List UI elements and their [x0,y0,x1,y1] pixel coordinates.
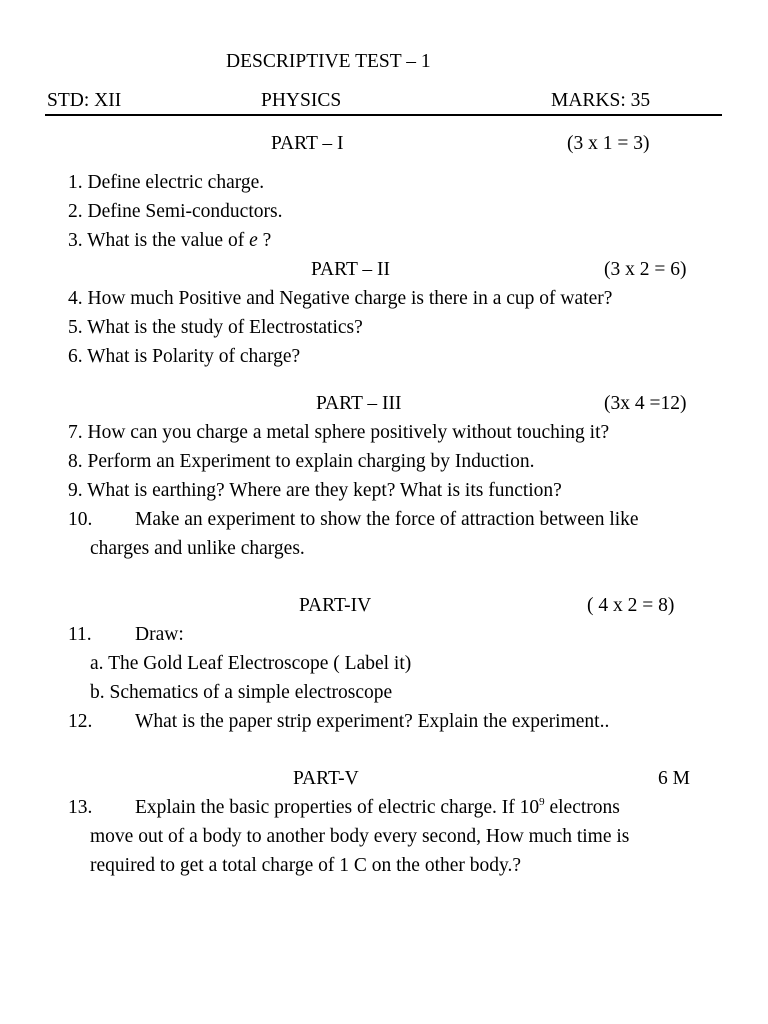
part-2-marks: (3 x 2 = 6) [604,259,687,280]
question-text: Define electric charge. [87,172,265,193]
part-5-marks: 6 M [658,768,690,789]
question-3 [68,226,271,255]
question-text: What is Polarity of charge? [87,346,301,367]
question-10-continuation: charges and unlike charges. [90,538,305,559]
question-6 [68,342,300,371]
question-13-continuation-2: required to get a total charge of 1 C on the other body.? [90,855,522,876]
part-1-heading [0,129,768,158]
part-5-heading [0,764,768,793]
question-text: What is earthing? Where are they kept? What is its function? [87,480,562,501]
question-number: 4. [68,288,83,309]
question-number: 13. [68,797,93,818]
question-number: 2. [68,201,83,222]
question-text: What is the value of [87,230,245,251]
question-11-sub-b [90,678,392,707]
question-number: 8. [68,451,83,472]
question-number: 7. [68,422,83,443]
question-text: How can you charge a metal sphere positively without touching it? [87,422,610,443]
header-divider [45,114,722,116]
question-number: 1. [68,172,83,193]
test-title: DESCRIPTIVE TEST – 1 [226,51,431,72]
question-text: Draw: [135,624,184,645]
question-2 [68,197,282,226]
part-4-marks: ( 4 x 2 = 8) [587,595,675,616]
part-1-name: PART – I [271,133,344,154]
question-13 [68,793,620,822]
question-8 [68,447,534,476]
part-4-name: PART-IV [299,595,372,616]
total-marks-label: MARKS: 35 [551,90,651,111]
question-11 [68,620,184,649]
subject-label: PHYSICS [261,90,342,111]
question-12 [68,707,609,736]
question-text: How much Positive and Negative charge is there in a cup of water? [87,288,613,309]
question-text: Perform an Experiment to explain charging by Induction. [87,451,535,472]
question-number: 11. [68,624,92,645]
question-mark: ? [262,230,272,251]
question-13-continuation-1: move out of a body to another body every second, How much time is [90,826,630,847]
question-text-tail: electrons [544,797,620,818]
charge-variable: e [249,230,258,251]
question-11-sub-a [90,649,411,678]
part-3-heading [0,389,768,418]
question-text: Make an experiment to show the force of attraction between like [135,509,639,530]
part-3-marks: (3x 4 =12) [604,393,687,414]
question-number: 10. [68,509,93,530]
question-text: What is the study of Electrostatics? [87,317,363,338]
question-number: 12. [68,711,93,732]
exponent: 9 [539,796,545,808]
question-4 [68,284,612,313]
question-1 [68,168,264,197]
question-number: 6. [68,346,83,367]
question-text: Define Semi-conductors. [87,201,283,222]
question-number: 5. [68,317,83,338]
question-5 [68,313,363,342]
question-text: Explain the basic properties of electric charge. If 10 [135,797,540,818]
question-9 [68,476,562,505]
part-4-heading [0,591,768,620]
part-2-name: PART – II [311,259,391,280]
question-10 [68,505,639,534]
question-7 [68,418,609,447]
question-number: 9. [68,480,83,501]
part-5-name: PART-V [293,768,359,789]
std-label: STD: XII [47,90,122,111]
part-2-heading [0,255,768,284]
sub-text: Schematics of a simple electroscope [109,682,393,703]
sub-label: b. [90,682,105,703]
sub-text: The Gold Leaf Electroscope ( Label it) [108,653,412,674]
question-number: 3. [68,230,83,251]
part-1-marks: (3 x 1 = 3) [567,133,650,154]
question-text: What is the paper strip experiment? Explain the experiment.. [135,711,610,732]
part-3-name: PART – III [316,393,402,414]
sub-label: a. [90,653,104,674]
